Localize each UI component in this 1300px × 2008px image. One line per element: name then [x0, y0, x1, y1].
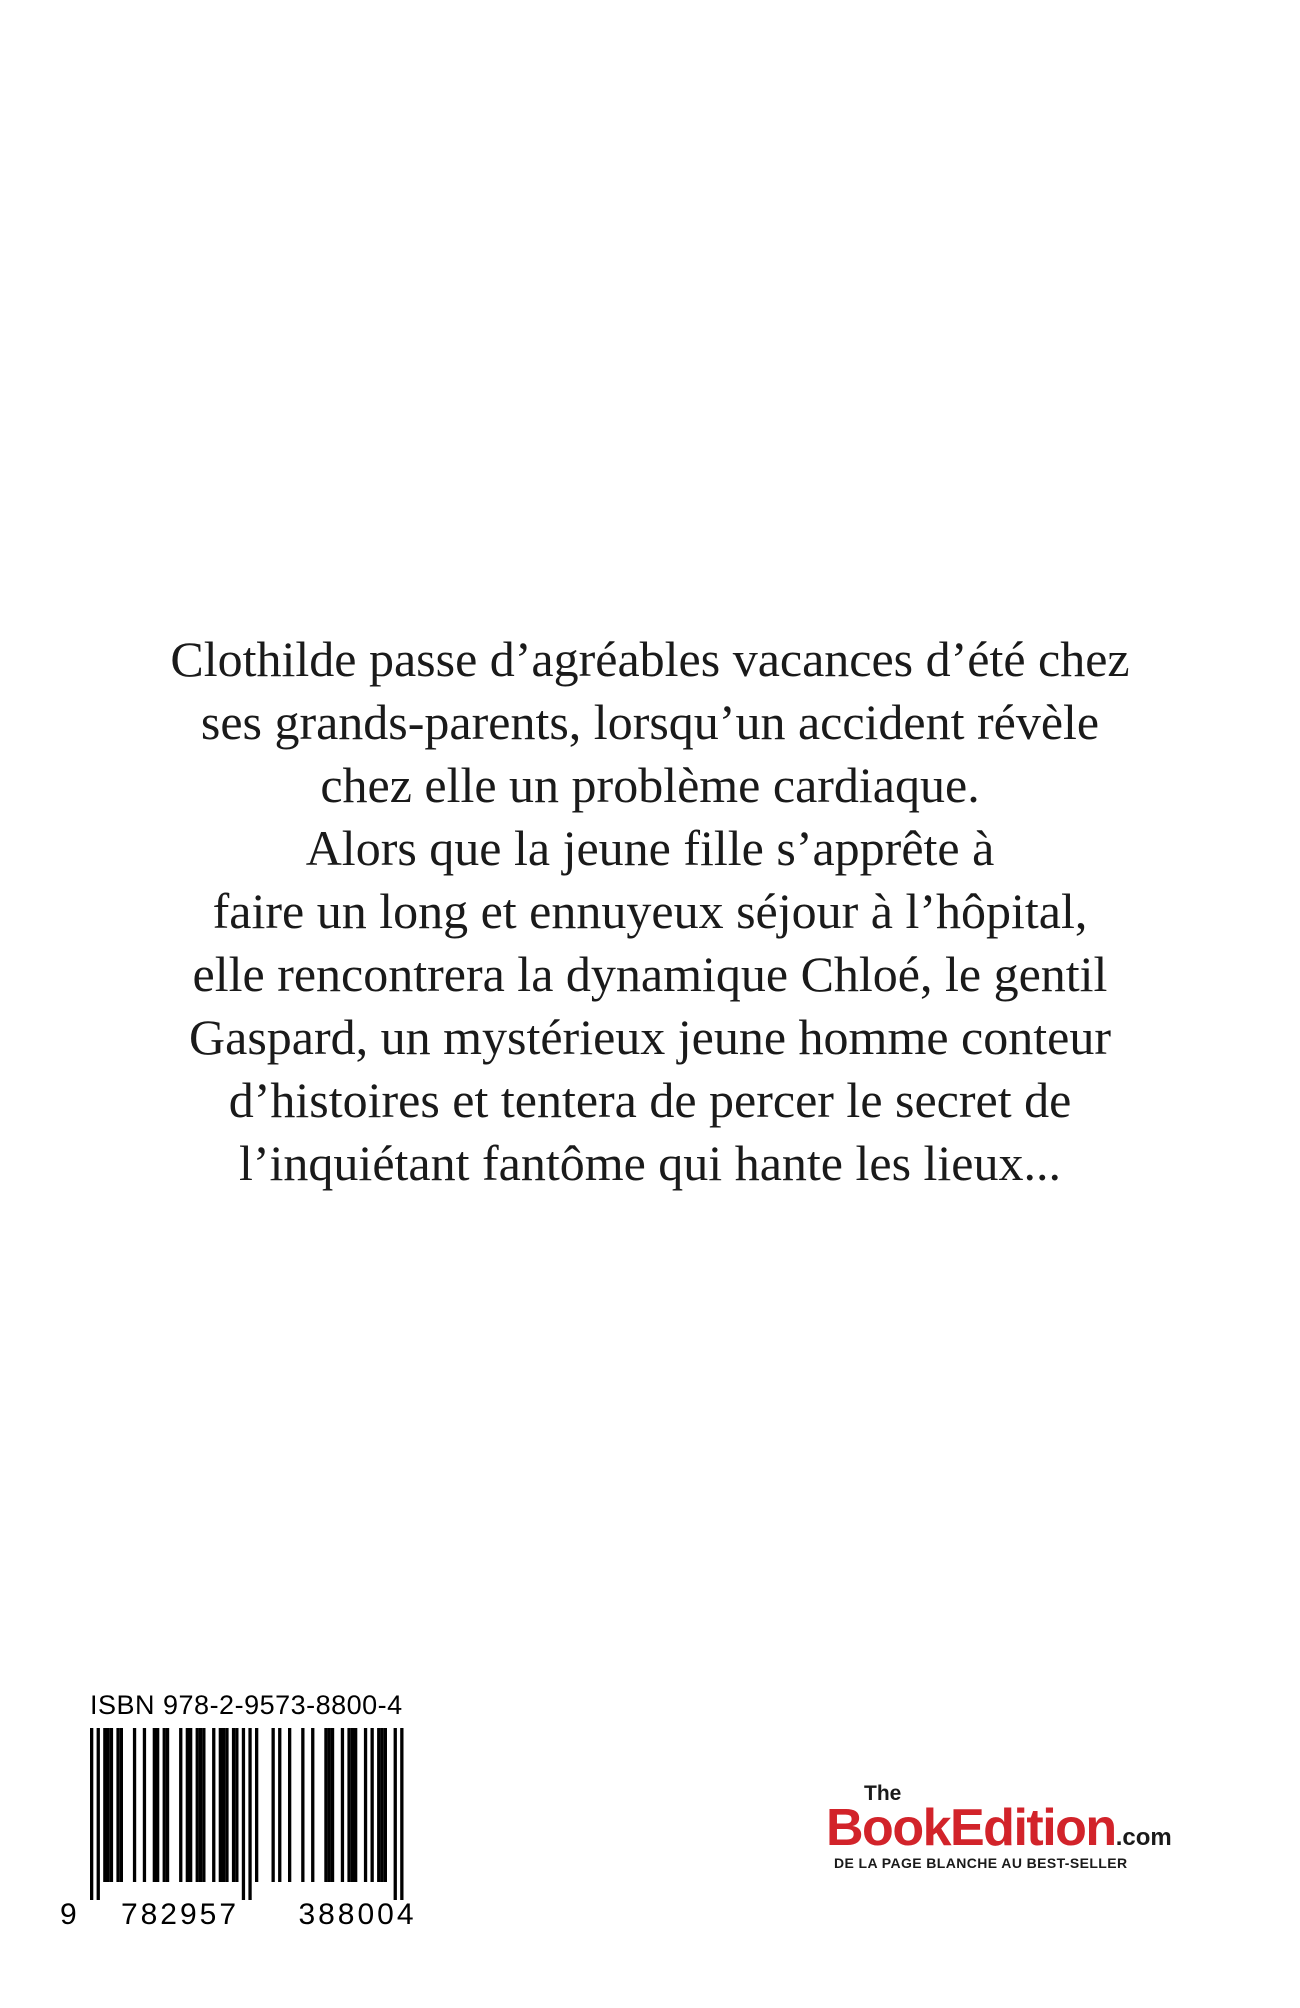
barcode-bar — [232, 1728, 235, 1882]
barcode-bar — [354, 1728, 357, 1882]
barcode-bar — [255, 1728, 258, 1882]
barcode-bar — [120, 1728, 123, 1882]
blurb-line: Clothilde passe d’agréables vacances d’été chez — [170, 631, 1130, 687]
barcode-bar — [278, 1728, 281, 1882]
barcode-bar — [380, 1728, 383, 1882]
barcode-bar — [235, 1728, 238, 1882]
barcode-image — [60, 1728, 440, 1900]
barcode-bar — [110, 1728, 113, 1882]
barcode-bar — [222, 1728, 225, 1882]
barcode-bar — [377, 1728, 380, 1882]
blurb-line: elle rencontrera la dynamique Chloé, le gentil — [192, 946, 1108, 1002]
barcode-bar — [103, 1728, 106, 1882]
barcode-bar — [202, 1728, 205, 1882]
back-cover-blurb — [60, 628, 1240, 1195]
isbn-barcode — [60, 1690, 472, 1934]
blurb-line: ses grands-parents, lorsqu’un accident révèle — [200, 694, 1100, 750]
barcode-bar — [107, 1728, 110, 1882]
barcode-bar — [248, 1728, 251, 1900]
blurb-line: chez elle un problème cardiaque. — [320, 757, 980, 813]
barcode-bar — [90, 1728, 93, 1900]
barcode-bar — [328, 1728, 331, 1882]
barcode-bar — [143, 1728, 146, 1882]
blurb-line: Gaspard, un mystérieux jeune homme conteur — [189, 1009, 1111, 1065]
barcode-bar — [347, 1728, 350, 1882]
barcode-bar — [242, 1728, 245, 1900]
barcode-bar — [186, 1728, 189, 1882]
barcode-bar — [400, 1728, 403, 1900]
barcode-bar — [219, 1728, 222, 1882]
logo-tagline: DE LA PAGE BLANCHE AU BEST-SELLER — [834, 1855, 1128, 1871]
barcode-bar — [311, 1728, 314, 1882]
barcode-bar — [133, 1728, 136, 1882]
barcode-bar — [196, 1728, 199, 1882]
barcode-bar — [199, 1728, 202, 1882]
blurb-line: Alors que la jeune fille s’apprête à — [305, 820, 995, 876]
logo-name: BookEdition — [826, 1799, 1116, 1857]
barcode-bar — [384, 1728, 387, 1882]
barcode-bar — [272, 1728, 275, 1882]
barcode-bar — [324, 1728, 327, 1882]
barcode-bar — [163, 1728, 166, 1882]
barcode-bar — [166, 1728, 169, 1882]
barcode-bar — [341, 1728, 344, 1882]
barcode-bar — [156, 1728, 159, 1882]
barcode-bar — [351, 1728, 354, 1882]
barcode-bar — [331, 1728, 334, 1882]
isbn-label: ISBN 978-2-9573-8800-4 — [90, 1690, 403, 1720]
barcode-digits-left: 782957 — [120, 1898, 240, 1931]
logo-suffix: .com — [1115, 1824, 1172, 1851]
barcode-bar — [212, 1728, 215, 1882]
barcode-digits — [60, 1898, 472, 1934]
logo-the-text: The — [864, 1782, 902, 1805]
barcode-bar — [394, 1728, 397, 1900]
barcode-bar — [371, 1728, 374, 1882]
barcode-bar — [301, 1728, 304, 1882]
barcode-bar — [288, 1728, 291, 1882]
barcode-bar — [189, 1728, 192, 1882]
barcode-bar — [179, 1728, 182, 1882]
blurb-line: l’inquiétant fantôme qui hante les lieux... — [239, 1135, 1061, 1191]
publisher-logo — [826, 1783, 1226, 1873]
barcode-bar — [116, 1728, 119, 1882]
barcode-bar — [225, 1728, 228, 1882]
blurb-line: d’histoires et tentera de percer le secret de — [228, 1072, 1072, 1128]
barcode-bar — [97, 1728, 100, 1900]
barcode-bar — [364, 1728, 367, 1882]
blurb-line: faire un long et ennuyeux séjour à l’hôpital, — [212, 883, 1088, 939]
barcode-bar — [153, 1728, 156, 1882]
barcode-digits-right: 388004 — [298, 1898, 417, 1931]
barcode-digit-first: 9 — [60, 1898, 77, 1931]
